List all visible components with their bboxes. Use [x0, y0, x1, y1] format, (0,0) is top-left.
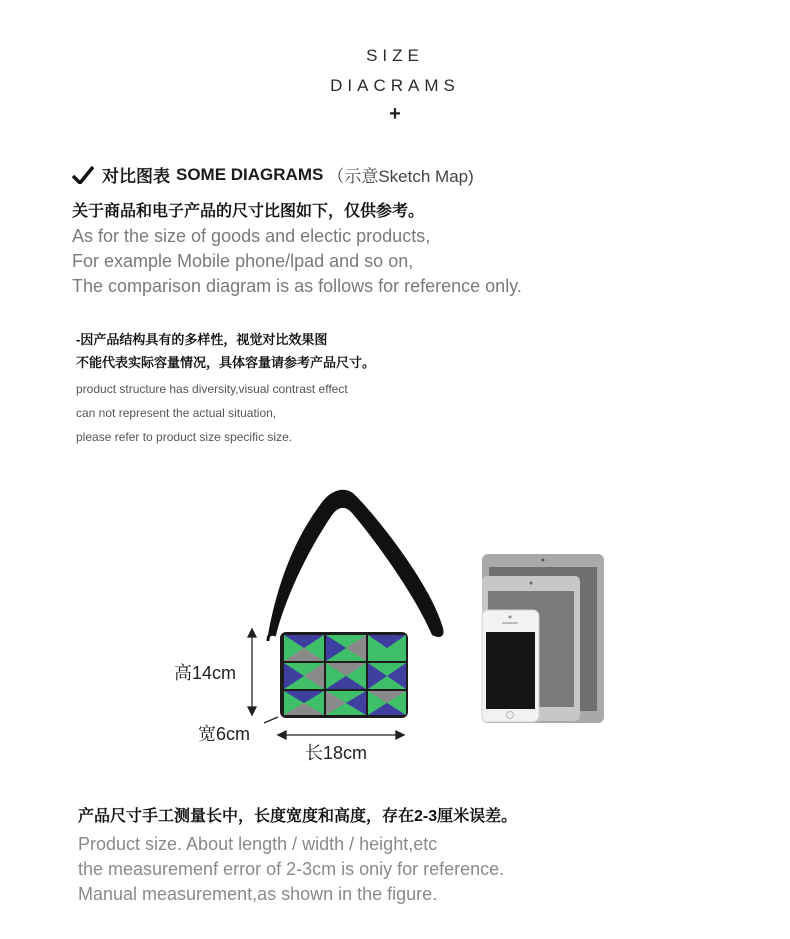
measurement-cn: 产品尺寸手工测量长中，长度宽度和高度，存在2-3厘米误差。	[78, 808, 518, 825]
measurement-en	[78, 832, 504, 907]
measurement-en-line: Manual measurement,as shown in the figure.	[78, 884, 438, 904]
intro-en-line: For example Mobile phone/lpad and so on,	[72, 251, 414, 271]
bag-strap	[268, 490, 444, 637]
header-plus: +	[389, 103, 401, 125]
notice-cn-line: -因产品结构具有的多样性，视觉对比效果图	[76, 332, 328, 347]
section-title-en: SOME DIAGRAMS	[176, 164, 324, 184]
intro-en-line: As for the size of goods and electic products,	[72, 226, 431, 246]
height-label: 高14cm	[174, 663, 237, 683]
notice-en	[76, 377, 348, 449]
notice-cn-line: 不能代表实际容量情况，具体容量请参考产品尺寸。	[76, 355, 376, 370]
length-label: 长18cm	[305, 743, 368, 763]
header-size: SIZE	[366, 46, 424, 65]
notice-cn	[76, 328, 375, 374]
header-diagrams: DIACRAMS	[330, 76, 460, 95]
intro-en	[72, 224, 522, 299]
intro-en-line: The comparison diagram is as follows for reference only.	[72, 276, 522, 296]
section-title-cn: 对比图表	[102, 167, 170, 186]
notice-en-line: please refer to product size specific size.	[76, 430, 293, 444]
measurement-en-line: Product size. About length / width / height,etc	[78, 834, 438, 854]
section-title-note: （示意Sketch Map)	[327, 167, 474, 186]
devices-illustration	[480, 553, 606, 725]
bag-body	[280, 632, 408, 718]
section-title	[72, 162, 474, 187]
phone	[482, 610, 539, 722]
intro-cn: 关于商品和电子产品的尺寸比图如下，仅供参考。	[72, 203, 425, 220]
width-label: 宽6cm	[198, 724, 251, 744]
bag-illustration	[180, 485, 460, 745]
checkmark-icon	[72, 166, 94, 184]
measurement-en-line: the measuremenf error of 2-3cm is oniy for reference.	[78, 859, 505, 879]
notice-en-line: can not represent the actual situation,	[76, 406, 277, 420]
notice-en-line: product structure has diversity,visual contrast effect	[76, 382, 348, 396]
